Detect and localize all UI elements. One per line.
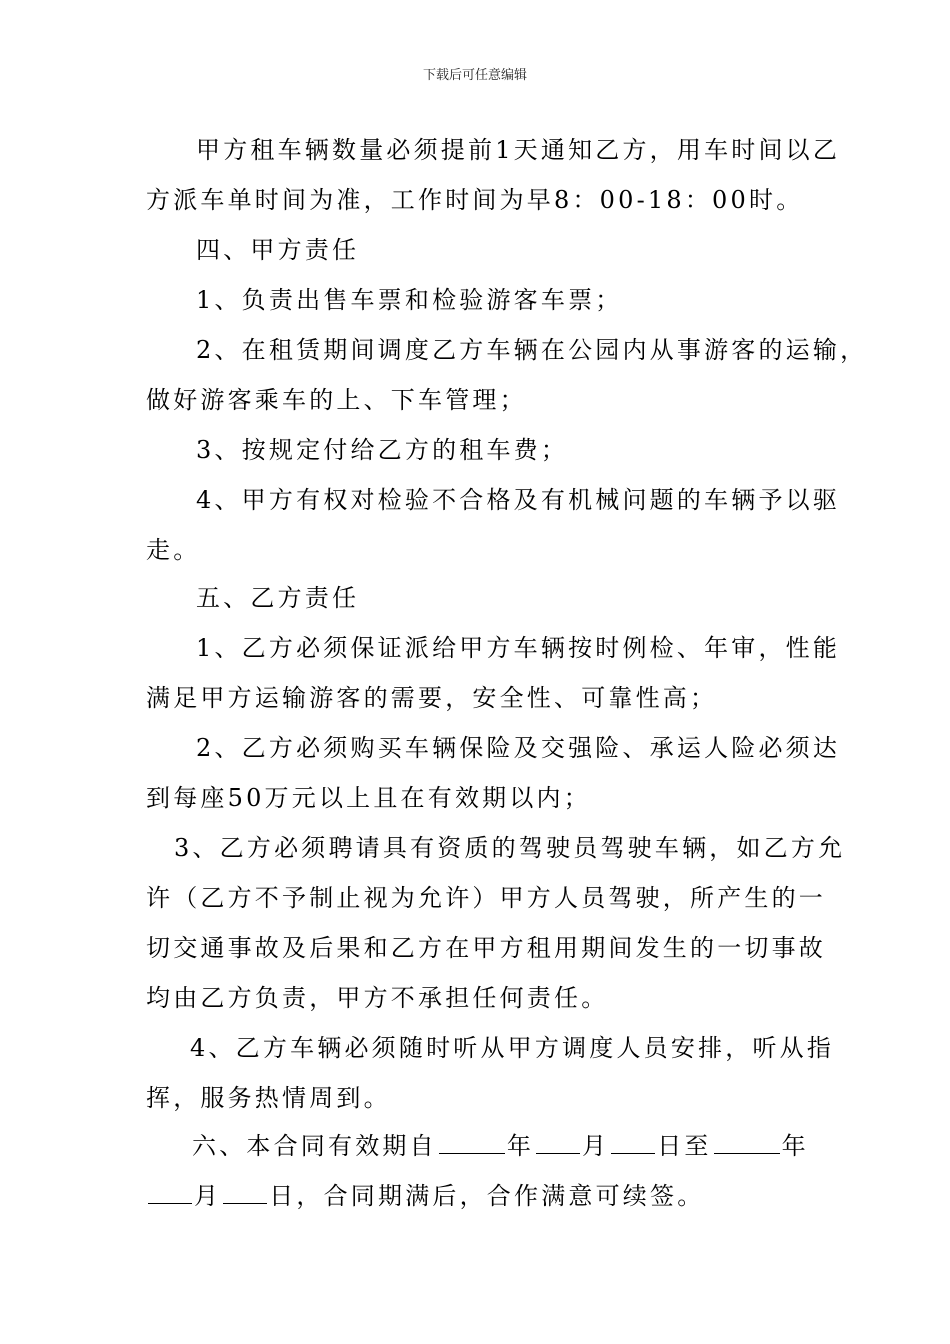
body-line: 2、乙方必须购买车辆保险及交强险、承运人险必须达 — [196, 734, 841, 762]
body-line: 2、在租赁期间调度乙方车辆在公园内从事游客的运输， — [196, 336, 868, 364]
body-line: 许（乙方不予制止视为允许）甲方人员驾驶，所产生的一 — [146, 884, 826, 912]
body-line: 挥，服务热情周到。 — [146, 1084, 391, 1112]
body-line: 均由乙方负责，甲方不承担任何责任。 — [146, 984, 609, 1012]
blank-month-end[interactable] — [148, 1177, 192, 1204]
body-line: 做好游客乘车的上、下车管理； — [146, 386, 527, 414]
term-year-label: 年 — [506, 1132, 535, 1160]
section-heading: 五、乙方责任 — [196, 584, 360, 612]
contract-term-line — [146, 1176, 704, 1216]
body-line: 方派车单时间为准，工作时间为早8：00-18：00时。 — [146, 186, 804, 214]
term-day-label: 日至 — [657, 1132, 712, 1160]
term-month-end-label: 月 — [194, 1182, 222, 1210]
body-line: 切交通事故及后果和乙方在甲方租用期间发生的一切事故 — [146, 934, 826, 962]
body-line: 4、甲方有权对检验不合格及有机械问题的车辆予以驱 — [196, 486, 841, 514]
body-line: 1、乙方必须保证派给甲方车辆按时例检、年审，性能 — [196, 634, 841, 662]
blank-month-start[interactable] — [536, 1127, 580, 1154]
blank-day-end[interactable] — [223, 1177, 267, 1204]
blank-day-start[interactable] — [611, 1127, 655, 1154]
term-prefix: 六、本合同有效期自 — [192, 1132, 437, 1160]
blank-year-start[interactable] — [439, 1127, 505, 1154]
body-line: 甲方租车辆数量必须提前1天通知乙方，用车时间以乙 — [196, 136, 841, 164]
body-line: 到每座50万元以上且在有效期以内； — [146, 784, 591, 812]
section-heading: 四、甲方责任 — [196, 236, 360, 264]
term-suffix: 日，合同期满后，合作满意可续签。 — [269, 1182, 705, 1210]
term-year-end-label: 年 — [781, 1132, 809, 1160]
body-line: 3、乙方必须聘请具有资质的驾驶员驾驶车辆，如乙方允 — [174, 834, 846, 862]
contract-term-line — [192, 1126, 809, 1166]
body-line: 1、负责出售车票和检验游客车票； — [196, 286, 623, 314]
term-month-label: 月 — [582, 1132, 610, 1160]
body-line: 3、按规定付给乙方的租车费； — [196, 436, 569, 464]
body-line: 走。 — [146, 536, 201, 564]
body-line: 4、乙方车辆必须随时听从甲方调度人员安排，听从指 — [190, 1034, 835, 1062]
blank-year-end[interactable] — [714, 1127, 780, 1154]
page-header: 下载后可任意编辑 — [422, 68, 527, 83]
body-line: 满足甲方运输游客的需要，安全性、可靠性高； — [146, 684, 718, 712]
